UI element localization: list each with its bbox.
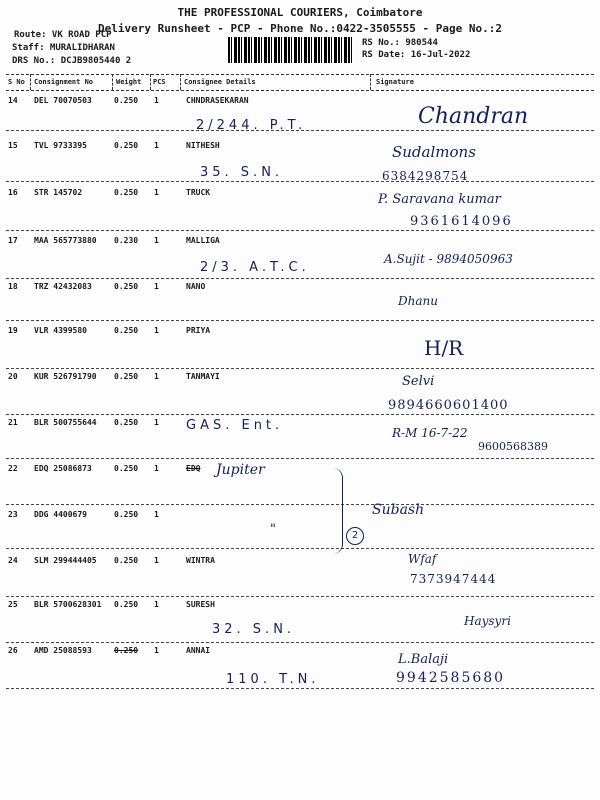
row-consignee: TRUCK — [186, 188, 211, 197]
col-divider — [150, 74, 151, 90]
col-header-consignment: Consignment No — [34, 78, 94, 86]
row-pcs: 1 — [154, 141, 159, 150]
row-divider — [6, 414, 594, 415]
row-divider — [6, 230, 594, 231]
row-consignment: EDQ 25086873 — [34, 464, 92, 473]
row-signature: Dhanu — [398, 294, 438, 308]
row-divider — [6, 181, 594, 182]
row-consignment: BLR 5700628301 — [34, 600, 102, 609]
row-signature: L.Balaji — [398, 652, 449, 667]
row-consignee: CHNDRASEKARAN — [186, 96, 249, 105]
bracket-mark — [332, 468, 343, 554]
row-address: 32. S.N. — [212, 622, 296, 637]
row-consignee: MALLIGA — [186, 236, 220, 245]
row-phone: 6384298754 — [382, 169, 469, 183]
row-weight: 0.250 — [114, 464, 139, 473]
row-weight: 0.250 — [114, 326, 139, 335]
row-sno: 16 — [8, 188, 18, 197]
table-row — [0, 96, 600, 140]
row-pcs: 1 — [154, 464, 159, 473]
row-sno: 25 — [8, 600, 18, 609]
row-weight: 0.250 — [114, 418, 139, 427]
row-weight: 0.230 — [114, 236, 139, 245]
circled-count: 2 — [346, 527, 364, 545]
drs-label: DRS No.: DCJB9805440 2 — [12, 56, 132, 66]
row-signature: Selvi — [402, 374, 435, 389]
row-divider — [6, 504, 594, 505]
row-consignment: TRZ 42432083 — [34, 282, 92, 291]
rs-number: RS No.: 980544 — [362, 38, 438, 48]
row-signature: P. Saravana kumar — [378, 192, 501, 207]
row-signature: Haysyri — [464, 614, 511, 628]
col-divider — [370, 74, 371, 90]
row-divider — [6, 130, 594, 131]
row-weight: 0.250 — [114, 600, 139, 609]
row-sno: 24 — [8, 556, 18, 565]
col-divider — [180, 74, 181, 90]
row-consignee: EDQ — [186, 464, 201, 473]
row-divider — [6, 320, 594, 321]
row-pcs: 1 — [154, 236, 159, 245]
row-weight: 0.250 — [114, 556, 139, 565]
row-divider — [6, 596, 594, 597]
row-consignment: DEL 70070503 — [34, 96, 92, 105]
table-row — [0, 552, 600, 600]
table-row — [0, 464, 600, 508]
row-divider — [6, 548, 594, 549]
row-address: Jupiter — [216, 462, 265, 478]
row-pcs: 1 — [154, 326, 159, 335]
row-divider — [6, 278, 594, 279]
row-phone: 9894660601400 — [388, 398, 509, 413]
row-weight: 0.250 — [114, 96, 139, 105]
row-pcs: 1 — [154, 188, 159, 197]
row-pcs: 1 — [154, 418, 159, 427]
row-consignee: WINTRA — [186, 556, 215, 565]
row-pcs: 1 — [154, 556, 159, 565]
row-sno: 22 — [8, 464, 18, 473]
table-row — [0, 326, 600, 370]
row-sno: 20 — [8, 372, 18, 381]
row-weight: 0.250 — [114, 372, 139, 381]
row-pcs: 1 — [154, 600, 159, 609]
row-consignee: TANMAYI — [186, 372, 220, 381]
table-row — [0, 282, 600, 326]
row-consignment: TVL 9733395 — [34, 141, 87, 150]
row-weight: 0.250 — [114, 646, 139, 655]
row-signature: Wfaf — [408, 552, 437, 566]
row-phone: 7373947444 — [410, 572, 497, 586]
table-row — [0, 600, 600, 644]
row-sno: 17 — [8, 236, 18, 245]
rs-date: RS Date: 16-Jul-2022 — [362, 50, 471, 60]
row-weight: 0.250 — [114, 282, 139, 291]
row-phone: 9361614096 — [410, 214, 513, 229]
table-row — [0, 188, 600, 232]
staff-label: Staff: MURALIDHARAN — [12, 43, 115, 53]
row-divider — [6, 368, 594, 369]
row-sno: 18 — [8, 282, 18, 291]
row-divider — [6, 688, 594, 689]
table-row — [0, 646, 600, 690]
col-divider — [112, 74, 113, 90]
row-address: " — [270, 522, 276, 537]
row-address: 110. T.N. — [226, 672, 320, 687]
row-signature: H/R — [424, 336, 464, 360]
col-divider — [30, 74, 31, 90]
col-header-pcs: PCS — [153, 78, 166, 86]
row-address: 35. S.N. — [200, 165, 284, 180]
row-consignment: VLR 4399580 — [34, 326, 87, 335]
row-signature: Sudalmons — [392, 143, 476, 161]
row-sno: 15 — [8, 141, 18, 150]
row-signature: Chandran — [418, 104, 529, 129]
row-pcs: 1 — [154, 646, 159, 655]
row-consignment: KUR 526791790 — [34, 372, 97, 381]
row-consignee: PRIYA — [186, 326, 211, 335]
row-address: GAS. Ent. — [186, 418, 284, 433]
table-row — [0, 141, 600, 185]
row-address: 2/244. P.T. — [196, 118, 307, 133]
col-header-weight: Weight — [116, 78, 142, 86]
row-phone: 9600568389 — [478, 440, 548, 453]
row-divider — [6, 642, 594, 643]
col-header-sno: S No — [8, 78, 25, 86]
row-signature: R-M 16-7-22 — [392, 426, 468, 440]
header-top-rule — [6, 74, 594, 75]
row-signature: Subash — [372, 502, 425, 518]
page-subtitle: Delivery Runsheet - PCP - Phone No.:0422-3505555 - Page No.:2 — [98, 22, 502, 35]
row-sno: 26 — [8, 646, 18, 655]
row-consignee: NITHESH — [186, 141, 220, 150]
row-sno: 23 — [8, 510, 18, 519]
row-consignee: SURESH — [186, 600, 215, 609]
table-row — [0, 236, 600, 280]
page-title: THE PROFESSIONAL COURIERS, Coimbatore — [177, 6, 423, 19]
row-consignment: SLM 299444405 — [34, 556, 97, 565]
row-pcs: 1 — [154, 96, 159, 105]
row-sno: 14 — [8, 96, 18, 105]
row-weight: 0.250 — [114, 141, 139, 150]
row-consignment: AMD 25088593 — [34, 646, 92, 655]
col-header-consignee: Consignee Details — [184, 78, 256, 86]
row-weight: 0.250 — [114, 510, 139, 519]
row-consignment: DDG 4400679 — [34, 510, 87, 519]
row-pcs: 1 — [154, 372, 159, 381]
row-consignee: NANO — [186, 282, 206, 291]
row-pcs: 1 — [154, 510, 159, 519]
row-sno: 21 — [8, 418, 18, 427]
row-consignee: ANNAI — [186, 646, 211, 655]
row-consignment: MAA 565773880 — [34, 236, 97, 245]
col-header-signature: Signature — [376, 78, 414, 86]
route-label: Route: VK ROAD PCP — [14, 30, 112, 40]
table-row — [0, 372, 600, 416]
table-row — [0, 502, 600, 554]
row-consignment: STR 145702 — [34, 188, 83, 197]
table-row — [0, 418, 600, 462]
row-phone: 9942585680 — [396, 670, 506, 686]
row-weight: 0.250 — [114, 188, 139, 197]
row-consignment: BLR 500755644 — [34, 418, 97, 427]
row-address: 2/3. A.T.C. — [200, 260, 310, 275]
row-sno: 19 — [8, 326, 18, 335]
barcode — [228, 37, 354, 63]
header-bottom-rule — [6, 90, 594, 91]
row-divider — [6, 458, 594, 459]
row-signature: A.Sujit - 9894050963 — [384, 252, 513, 266]
row-pcs: 1 — [154, 282, 159, 291]
